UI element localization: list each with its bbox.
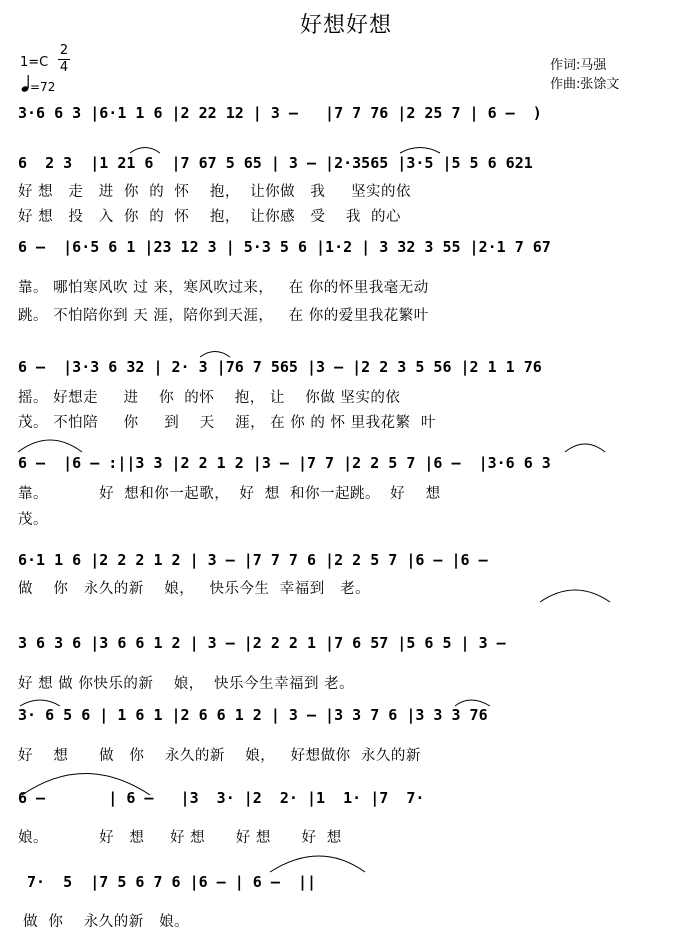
song-title: 好想好想 — [299, 13, 392, 38]
notation-line: 3· 6 5 6 | 1 6 1 |2 6 6 1 2 | 3 – |3 3 7 6 |3 3 3 76 — [18, 706, 488, 724]
notation-line: 6 2 3 |1 21 6 |7 67 5 65 | 3 – |2·3565 |3·5 |5 5 6 621 — [18, 154, 533, 172]
slur — [540, 590, 610, 602]
lyric-line: 好 想 做 你快乐的新 娘， 快乐今生幸福到 老。 — [18, 676, 355, 692]
slur — [565, 444, 605, 452]
lyric-line: 摇。 好想走 进 你 的怀 抱， 让 你做 坚实的依 — [18, 390, 401, 406]
credits — [550, 56, 619, 94]
tempo-marking: =72 — [30, 80, 56, 94]
notation-line: 7· 5 |7 5 6 7 6 |6 – | 6 – || — [18, 873, 317, 891]
time-signature — [58, 44, 70, 75]
slur — [270, 856, 365, 872]
lyric-line: 做 你 永久的新 娘， 快乐今生 幸福到 老。 — [18, 581, 371, 597]
slur — [130, 148, 160, 154]
slur — [400, 148, 440, 154]
notation-line: 6·1 1 6 |2 2 2 1 2 | 3 – |7 7 7 6 |2 2 5 7 |6 – |6 – — [18, 551, 488, 569]
lyric-line: 跳。 不怕陪你到 天 涯，陪你到天涯， 在 你的爱里我花繁叶 — [18, 308, 429, 324]
lyricist-credit: 作词:马强 — [550, 58, 607, 73]
lyric-line: 好 想 做 你 永久的新 娘， 好想做你 永久的新 — [18, 748, 421, 764]
lyric-line: 茂。 不怕陪 你 到 天 涯， 在 你 的 怀 里我花繁 叶 — [18, 415, 436, 431]
lyric-line: 做 你 永久的新 娘。 — [18, 914, 190, 930]
notation-line: 3 6 3 6 |3 6 6 1 2 | 3 – |2 2 2 1 |7 6 57 |5 6 5 | 3 – — [18, 634, 506, 652]
notation-line: 3·6 6 3 |6·1 1 6 |2 22 12 | 3 – |7 7 76 |2 25 7 | 6 – ) — [18, 104, 542, 122]
slur — [18, 440, 82, 452]
lyric-line: 好 想 投 入 你 的 怀 抱， 让你感 受 我 的心 — [18, 209, 402, 225]
time-signature-top: 2 — [59, 43, 69, 58]
key-signature: 1=C — [20, 55, 49, 70]
lyric-line: 靠。 哪怕寒风吹 过 来，寒风吹过来， 在 你的怀里我毫无动 — [18, 280, 429, 296]
time-signature-bottom: 4 — [59, 60, 69, 75]
lyric-line: 茂。 — [18, 512, 48, 528]
slur — [200, 352, 230, 358]
notation-line: 6 – |3·3 6 32 | 2· 3 |76 7 565 |3 – |2 2 3 5 56 |2 1 1 76 — [18, 358, 542, 376]
composer-credit: 作曲:张馀文 — [550, 77, 620, 92]
lyric-line: 娘。 好 想 好 想 好 想 好 想 — [18, 830, 342, 846]
notation-line: 6 – |6·5 6 1 |23 12 3 | 5·3 5 6 |1·2 | 3 32 3 55 |2·1 7 67 — [18, 238, 551, 256]
lyric-line: 好 想 走 进 你 的 怀 抱， 让你做 我 坚实的依 — [18, 184, 411, 200]
notation-line: 6 – | 6 – |3 3· |2 2· |1 1· |7 7· — [18, 789, 425, 807]
notation-line: 6 – |6 – :||3 3 |2 2 1 2 |3 – |7 7 |2 2 5 7 |6 – |3·6 6 3 — [18, 454, 551, 472]
lyric-line: 靠。 好 想和你一起歌， 好 想 和你一起跳。 好 想 — [18, 486, 441, 502]
